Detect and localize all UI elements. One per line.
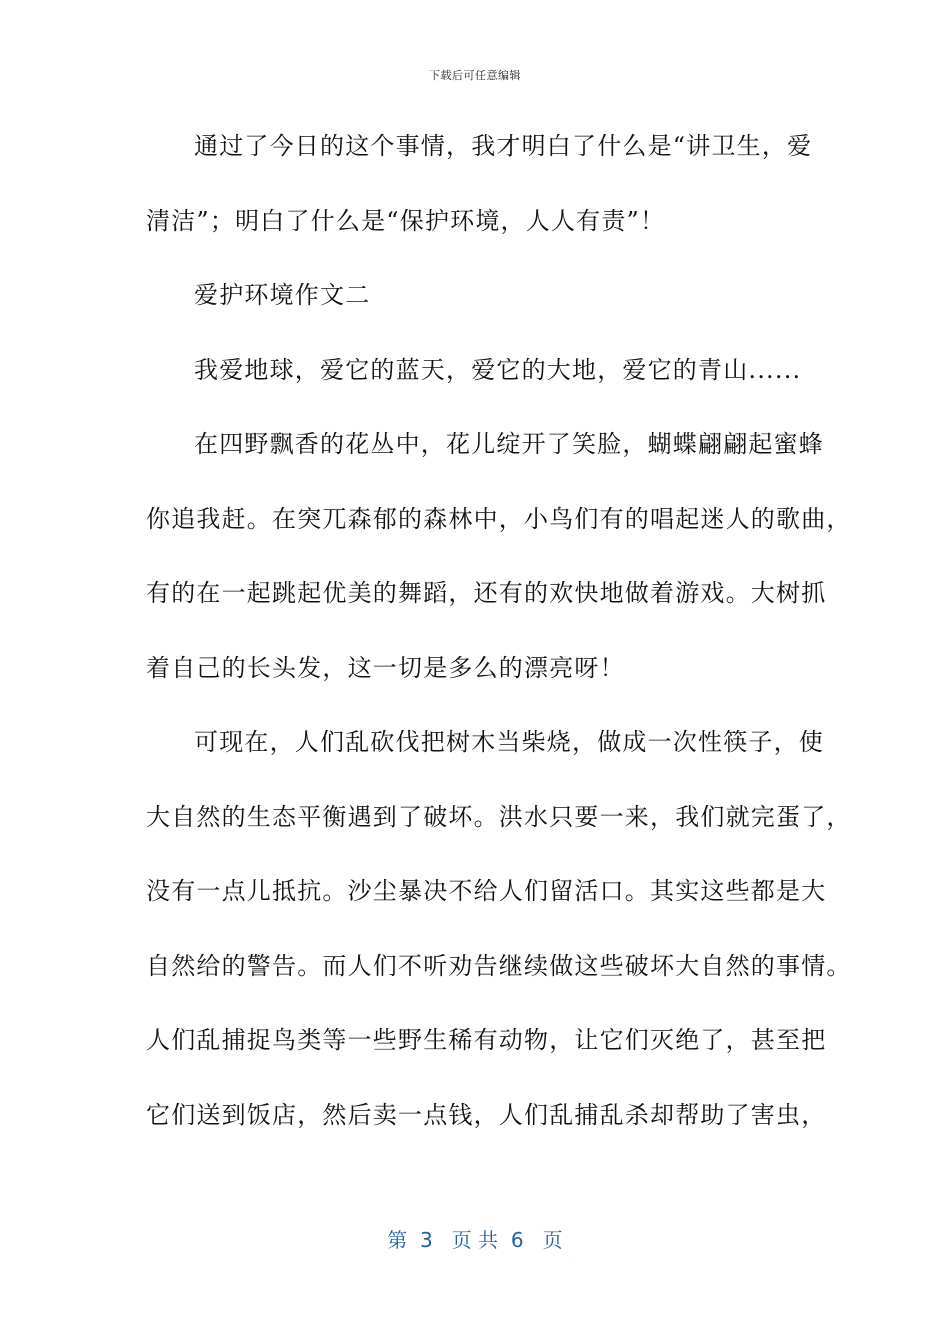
- text-line: 你追我赶。在突兀森郁的森林中，小鸟们有的唱起迷人的歌曲，: [146, 504, 852, 533]
- section-heading: 爱护环境作文二: [194, 281, 371, 309]
- text-line: 自然给的警告。而人们不听劝告继续做这些破坏大自然的事情。: [146, 951, 852, 980]
- text-line: 可现在，人们乱砍伐把树木当柴烧，做成一次性筷子，使: [194, 728, 824, 756]
- text-line: 我爱地球，爱它的蓝天，爱它的大地，爱它的青山......: [194, 355, 802, 384]
- text-line: 大自然的生态平衡遇到了破坏。洪水只要一来，我们就完蛋了，: [146, 802, 852, 831]
- text-line: 人们乱捕捉鸟类等一些野生稀有动物，让它们灭绝了，甚至把: [146, 1026, 827, 1054]
- text-line: 通过了今日的这个事情，我才明白了什么是“讲卫生，爱: [194, 132, 813, 160]
- text-line: 着自己的长头发，这一切是多么的漂亮呀！: [146, 653, 625, 682]
- text-line: 它们送到饭店，然后卖一点钱，人们乱捕乱杀却帮助了害虫，: [146, 1100, 827, 1129]
- text-line: 没有一点儿抵抗。沙尘暴决不给人们留活口。其实这些都是大: [146, 877, 827, 905]
- page-number: 第 3 页 共 6 页: [387, 1228, 563, 1252]
- text-line: 有的在一起跳起优美的舞蹈，还有的欢快地做着游戏。大树抓: [146, 579, 827, 607]
- text-line: 在四野飘香的花丛中，花儿绽开了笑脸，蝴蝶翩翩起蜜蜂: [194, 430, 824, 458]
- text-line: 清洁”；明白了什么是“保护环境，人人有责”！: [146, 206, 666, 235]
- document-body: [146, 118, 852, 1161]
- header-note: 下载后可任意编辑: [429, 69, 521, 82]
